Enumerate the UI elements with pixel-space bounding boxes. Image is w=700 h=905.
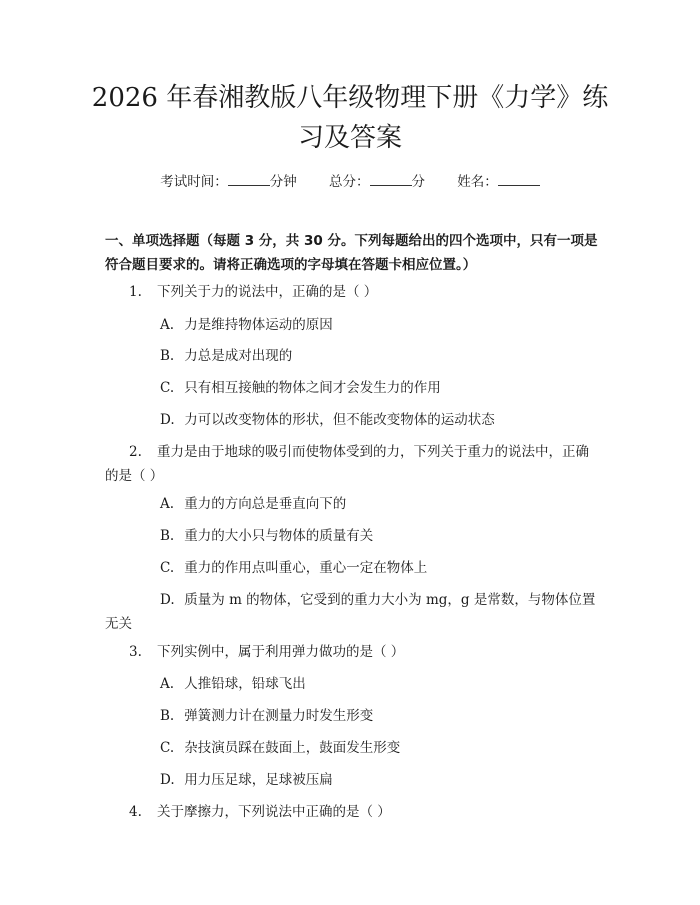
option-letter: C. (160, 380, 175, 396)
student-name-blank (498, 173, 540, 186)
option-1b (160, 344, 600, 368)
option-text: 杂技演员踩在鼓面上，鼓面发生形变 (184, 740, 401, 756)
question-number: 4. (129, 804, 142, 820)
option-text: 重力的大小只与物体的质量有关 (184, 528, 374, 544)
section-heading: 一、单项选择题（每题 3 分，共 30 分。下列每题给出的四个选项中，只有一项是符合题目要求的。请将正确选项的字母填在答题卡相应位置。） (105, 233, 598, 273)
option-2c (160, 556, 600, 580)
exam-time-unit: 分钟 (269, 174, 297, 190)
total-score (329, 174, 429, 190)
option-letter: C. (160, 740, 175, 756)
option-text: 力总是成对出现的 (184, 348, 293, 364)
option-letter: B. (160, 348, 175, 364)
question-stem: 下列实例中，属于利用弹力做功的是（ ） (157, 644, 405, 660)
option-text: 只有相互接触的物体之间才会发生力的作用 (184, 380, 441, 396)
option-3b (160, 704, 600, 728)
option-1a (160, 313, 600, 337)
option-letter: A. (160, 496, 175, 512)
question-number: 3. (129, 644, 142, 660)
exam-meta-line (0, 170, 700, 190)
option-3d (160, 768, 600, 792)
option-text: 弹簧测力计在测量力时发生形变 (184, 708, 374, 724)
option-text: 质量为 m 的物体，它受到的重力大小为 mg，g 是常数，与物体位置无关 (105, 592, 596, 632)
question-3 (105, 640, 600, 664)
option-text: 重力的作用点叫重心，重心一定在物体上 (184, 560, 428, 576)
option-text: 力是维持物体运动的原因 (184, 317, 333, 333)
option-letter: B. (160, 528, 175, 544)
option-letter: B. (160, 708, 175, 724)
student-name (457, 174, 540, 190)
question-1 (105, 280, 600, 304)
question-stem: 关于摩擦力，下列说法中正确的是（ ） (157, 804, 391, 820)
exam-time (160, 174, 301, 190)
option-letter: D. (160, 592, 175, 608)
option-text: 力可以改变物体的形状，但不能改变物体的运动状态 (184, 412, 495, 428)
option-2b (160, 524, 600, 548)
student-name-label: 姓名： (457, 174, 498, 190)
total-score-unit: 分 (411, 174, 425, 190)
question-stem: 重力是由于地球的吸引而使物体受到的力，下列关于重力的说法中，正确的是（ ） (105, 444, 589, 484)
question-stem: 下列关于力的说法中，正确的是（ ） (157, 284, 378, 300)
option-letter: D. (160, 772, 175, 788)
option-2d (105, 588, 600, 636)
total-score-blank (370, 173, 412, 186)
exam-time-label: 考试时间： (160, 174, 228, 190)
document-title: 2026 年春湘教版八年级物理下册《力学》练习及答案 (91, 83, 609, 153)
option-text: 人推铅球，铅球飞出 (184, 676, 306, 692)
option-letter: C. (160, 560, 175, 576)
option-letter: D. (160, 412, 175, 428)
exam-time-blank (228, 173, 270, 186)
option-text: 重力的方向总是垂直向下的 (184, 496, 347, 512)
question-2 (105, 440, 600, 488)
option-letter: A. (160, 317, 175, 333)
option-3a (160, 672, 600, 696)
question-number: 2. (129, 444, 142, 460)
option-text: 用力压足球，足球被压扁 (184, 772, 333, 788)
question-4 (105, 800, 600, 824)
option-1d (160, 408, 600, 432)
option-3c (160, 736, 600, 760)
total-score-label: 总分： (329, 174, 370, 190)
option-letter: A. (160, 676, 175, 692)
option-2a (160, 492, 600, 516)
option-1c (160, 376, 600, 400)
question-number: 1. (129, 284, 142, 300)
